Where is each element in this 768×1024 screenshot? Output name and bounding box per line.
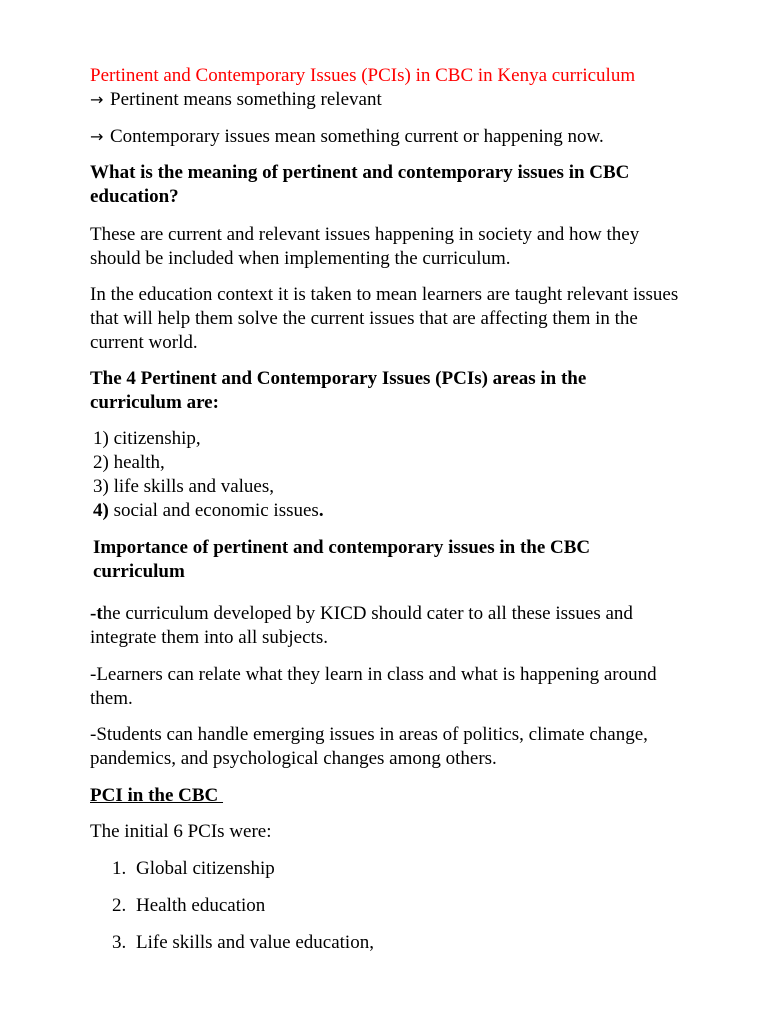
- areas-list: [93, 427, 693, 523]
- list-item: [93, 475, 693, 499]
- importance-point-text: he curriculum developed by KICD should cater to all these issues and integrate them into all subjects.: [90, 603, 633, 648]
- arrow-line-text: Pertinent means something relevant: [110, 89, 382, 110]
- document-title: Pertinent and Contemporary Issues (PCIs) in CBC in Kenya curriculum: [90, 65, 636, 86]
- list-item-number: 4): [93, 500, 109, 521]
- areas-heading: The 4 Pertinent and Contemporary Issues (PCIs) areas in the curriculum are:: [90, 368, 587, 413]
- list-item-text: Life skills and value education,: [136, 932, 374, 953]
- list-item: [93, 451, 693, 475]
- importance-point-lead: -t: [90, 603, 103, 624]
- list-item: [93, 427, 693, 451]
- arrow-line-contemporary: [90, 125, 690, 149]
- list-item-text: citizenship,: [108, 428, 201, 449]
- list-item-number: 2): [93, 452, 109, 473]
- list-item: [112, 931, 612, 955]
- list-item-text: life skills and values,: [108, 476, 274, 497]
- list-item: [93, 499, 693, 523]
- list-item-number: 2.: [112, 895, 127, 916]
- list-item-number: 3): [93, 476, 109, 497]
- list-item-text: health,: [108, 452, 165, 473]
- right-arrow-icon: →: [90, 90, 104, 109]
- importance-heading: Importance of pertinent and contemporary issues in the CBC curriculum: [93, 537, 591, 582]
- question-heading: What is the meaning of pertinent and contemporary issues in CBC education?: [90, 162, 630, 207]
- list-item-text: social and economic issues: [108, 500, 319, 521]
- initial-pcis-intro: The initial 6 PCIs were:: [90, 821, 272, 842]
- list-item-number: 1.: [112, 858, 127, 879]
- pci-heading: PCI in the CBC: [90, 785, 224, 806]
- list-item-number: 3.: [112, 932, 127, 953]
- importance-point-kicd: [90, 602, 690, 650]
- list-item-number: 1): [93, 428, 109, 449]
- list-item-text: Health education: [136, 895, 266, 916]
- arrow-line-text: Contemporary issues mean something current or happening now.: [110, 126, 604, 147]
- paragraph-definition: These are current and relevant issues happening in society and how they should be included when implementing the curriculum.: [90, 224, 640, 269]
- list-item: [112, 857, 612, 881]
- list-item: [112, 894, 612, 918]
- paragraph-education-context: In the education context it is taken to mean learners are taught relevant issues that will help them solve the current issues that are affecting them in the current world.: [90, 284, 679, 353]
- arrow-line-pertinent: [90, 88, 690, 112]
- list-item-end-punctuation: .: [318, 500, 324, 521]
- list-item-text: Global citizenship: [136, 858, 275, 879]
- right-arrow-icon: →: [90, 127, 104, 146]
- importance-point-students: -Students can handle emerging issues in areas of politics, climate change, pandemics, and psychological changes among others.: [90, 724, 648, 769]
- importance-point-learners: -Learners can relate what they learn in class and what is happening around them.: [90, 664, 657, 709]
